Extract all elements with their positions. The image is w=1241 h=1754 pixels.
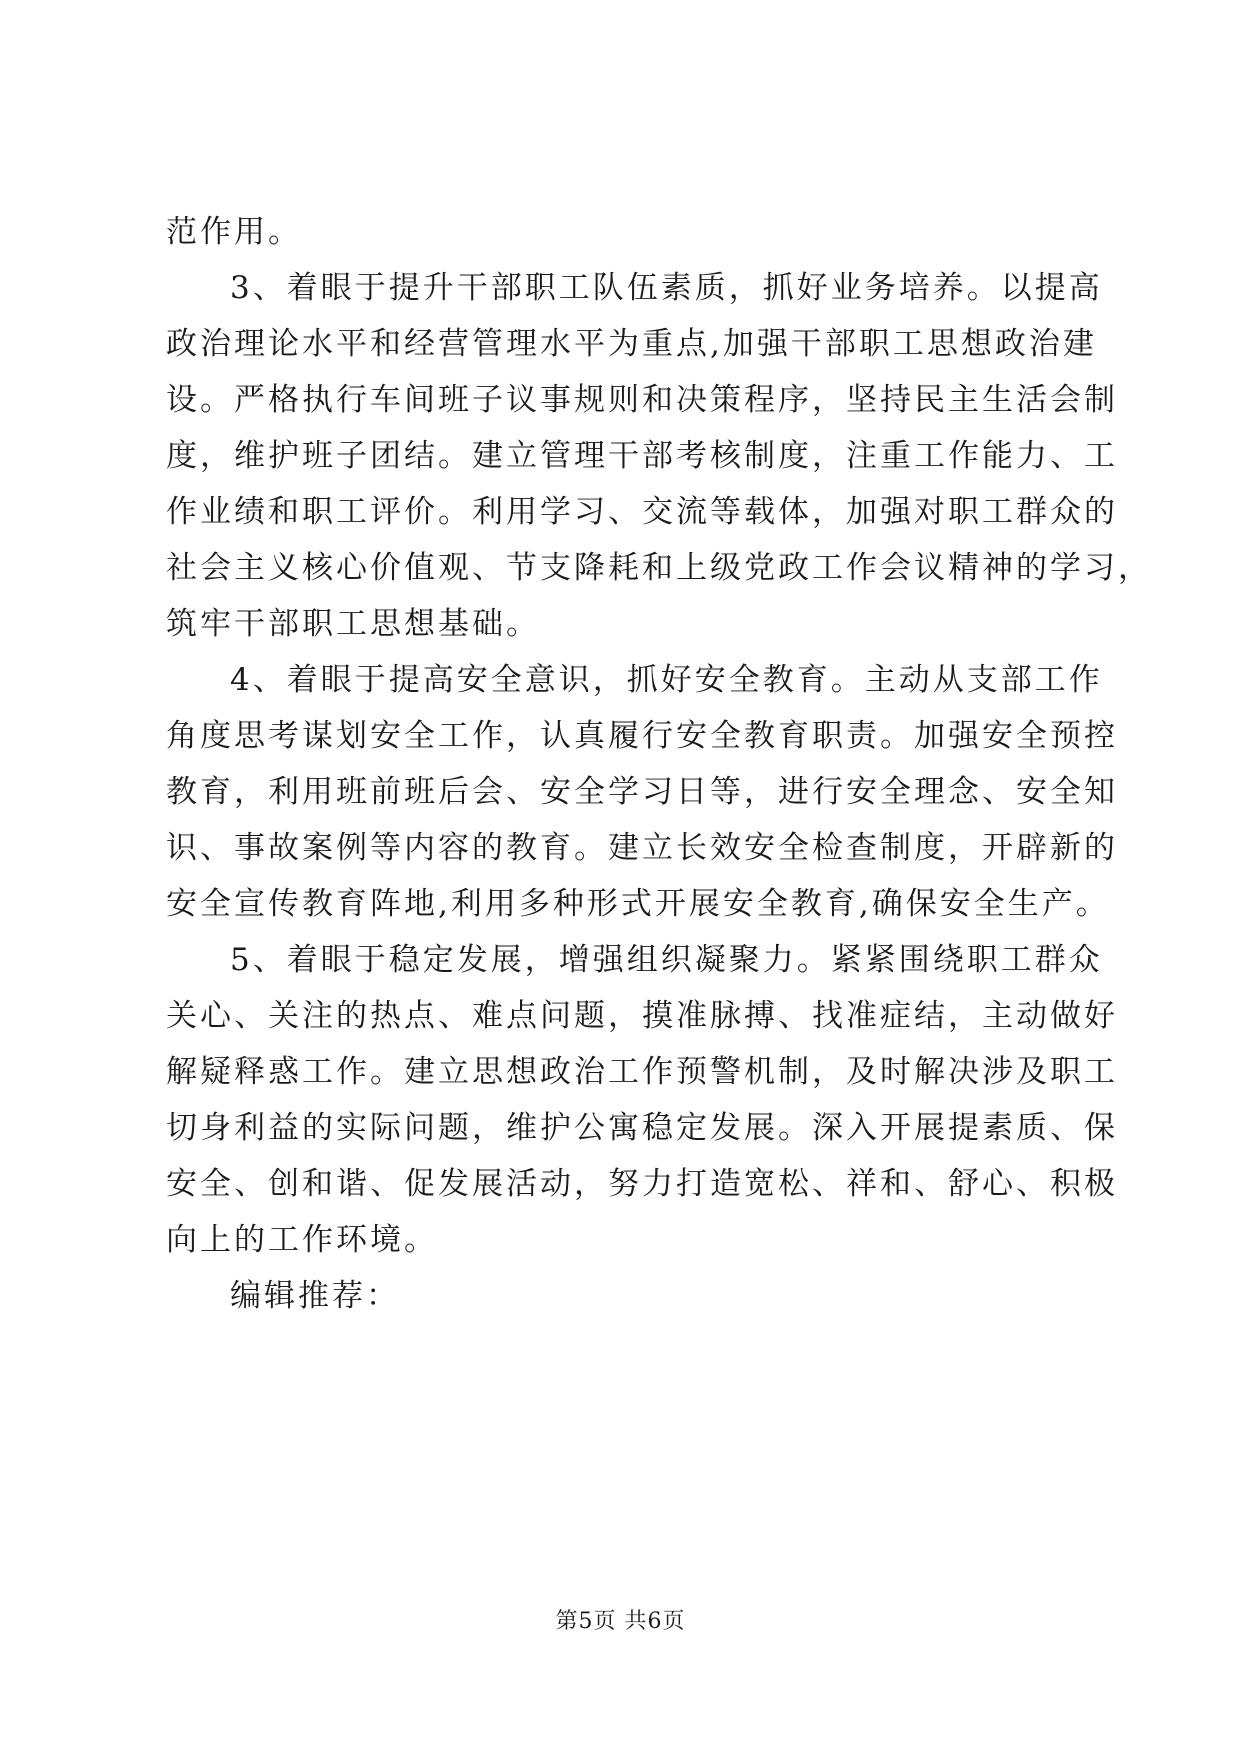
- paragraph-line: 安全、创和谐、促发展活动，努力打造宽松、祥和、舒心、积极: [166, 1166, 1118, 1202]
- paragraph-line: 解疑释惑工作。建立思想政治工作预警机制，及时解决涉及职工: [166, 1054, 1118, 1090]
- paragraph-line: 4、着眼于提高安全意识，抓好安全教育。主动从支部工作: [230, 662, 1103, 698]
- paragraph-line: 社会主义核心价值观、节支降耗和上级党政工作会议精神的学习，: [166, 550, 1152, 586]
- paragraph-line: 教育，利用班前班后会、安全学习日等，进行安全理念、安全知: [166, 774, 1118, 810]
- paragraph-line: 3、着眼于提升干部职工队伍素质，抓好业务培养。以提高: [230, 270, 1103, 306]
- paragraph-line: 关心、关注的热点、难点问题，摸准脉搏、找准症结，主动做好: [166, 998, 1118, 1034]
- paragraph-line: 切身利益的实际问题，维护公寓稳定发展。深入开展提素质、保: [166, 1110, 1118, 1146]
- paragraph-line: 角度思考谋划安全工作，认真履行安全教育职责。加强安全预控: [166, 718, 1118, 754]
- paragraph-line: 5、着眼于稳定发展，增强组织凝聚力。紧紧围绕职工群众: [230, 942, 1103, 978]
- page-number-footer: 第5页 共6页: [555, 1609, 686, 1634]
- paragraph-line: 安全宣传教育阵地,利用多种形式开展安全教育,确保安全生产。: [166, 886, 1110, 922]
- paragraph-line: 设。严格执行车间班子议事规则和决策程序，坚持民主生活会制: [166, 382, 1118, 418]
- paragraph-line: 政治理论水平和经营管理水平为重点,加强干部职工思想政治建: [166, 326, 1097, 362]
- paragraph-line: 向上的工作环境。: [166, 1222, 438, 1258]
- paragraph-line: 筑牢干部职工思想基础。: [166, 606, 540, 642]
- paragraph-line: 度，维护班子团结。建立管理干部考核制度，注重工作能力、工: [166, 438, 1118, 474]
- paragraph-line: 范作用。: [166, 214, 302, 250]
- recommendation-heading: 编辑推荐：: [230, 1278, 400, 1314]
- paragraph-line: 识、事故案例等内容的教育。建立长效安全检查制度，开辟新的: [166, 830, 1118, 866]
- paragraph-line: 作业绩和职工评价。利用学习、交流等载体，加强对职工群众的: [166, 494, 1118, 530]
